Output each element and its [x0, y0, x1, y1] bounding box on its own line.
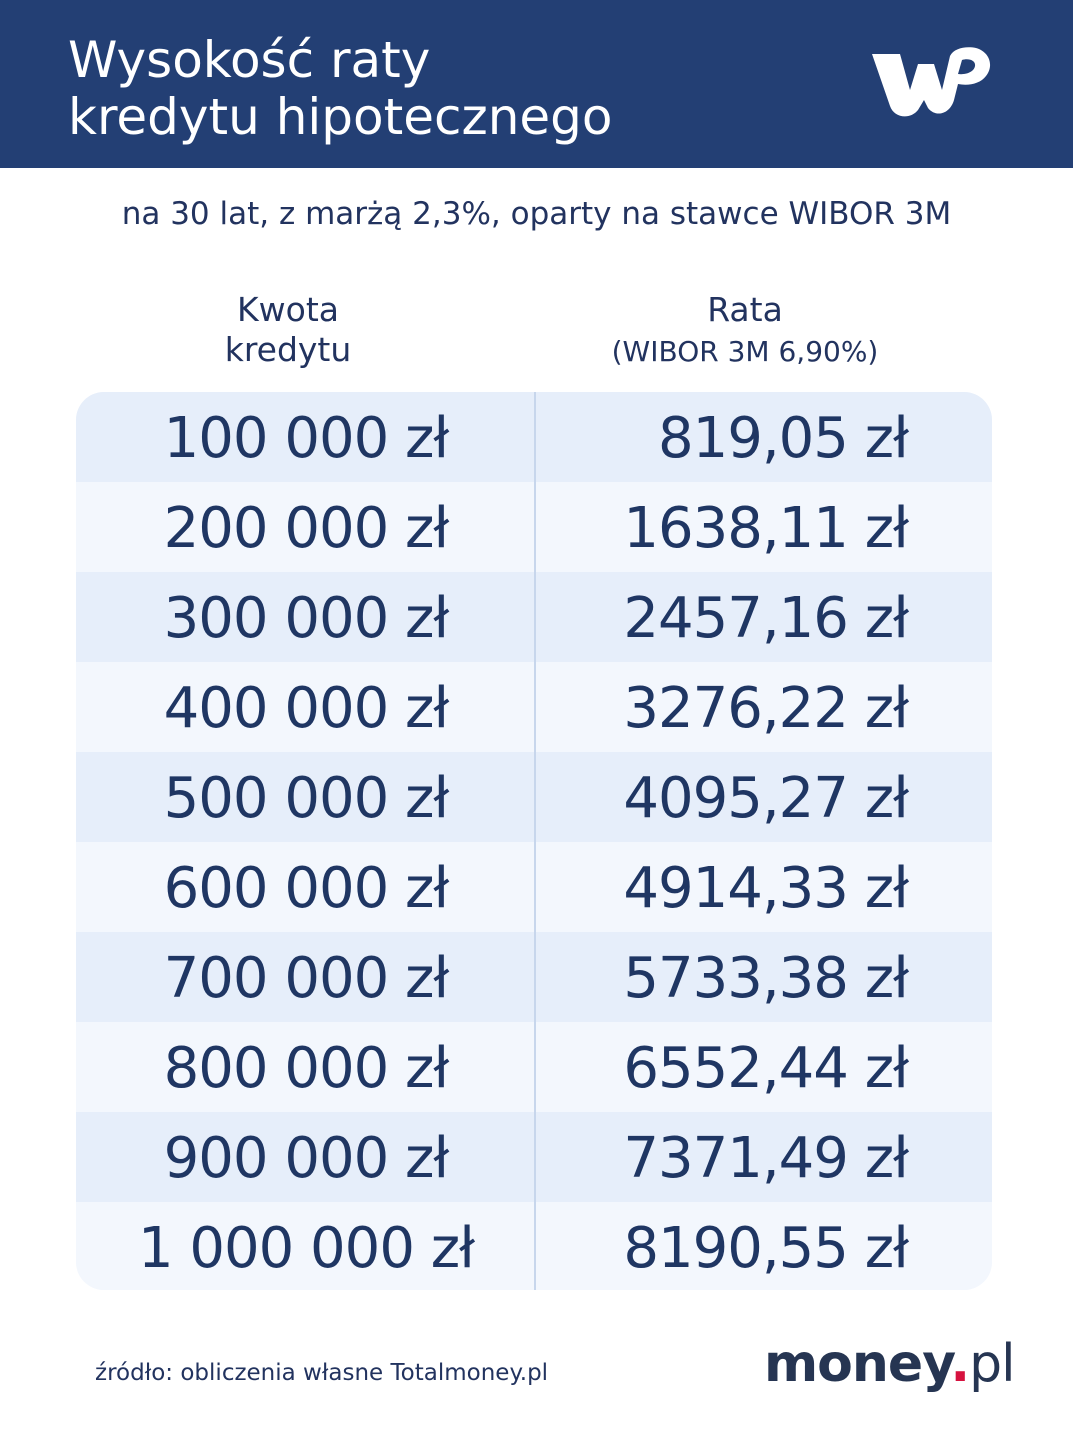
installment-cell: 5733,38 zł — [623, 946, 908, 1011]
page-title — [68, 32, 612, 146]
loan-amount-cell: 100 000 zł — [163, 406, 449, 471]
installment-cell: 4095,27 zł — [623, 766, 908, 831]
loan-amount-cell: 400 000 zł — [163, 676, 449, 741]
installment-cell: 4914,33 zł — [623, 856, 908, 921]
loan-amount-cell: 1 000 000 zł — [137, 1216, 475, 1281]
header-banner — [0, 0, 1073, 168]
column-header-rate — [545, 290, 945, 374]
column-header-amount-line2: kredytu — [224, 330, 352, 369]
loan-amount-cell: 300 000 zł — [163, 586, 449, 651]
installment-cell: 2457,16 zł — [623, 586, 908, 651]
loan-amount-cell: 500 000 zł — [163, 766, 449, 831]
installment-cell: 7371,49 zł — [623, 1126, 908, 1191]
loan-amount-cell: 900 000 zł — [163, 1126, 449, 1191]
column-header-amount-line1: Kwota — [237, 290, 339, 329]
loan-amount-cell: 800 000 zł — [163, 1036, 449, 1101]
subtitle: na 30 lat, z marżą 2,3%, oparty na stawce WIBOR 3M — [121, 196, 952, 232]
brand-tld: pl — [969, 1334, 1015, 1394]
installment-cell: 819,05 zł — [657, 406, 908, 471]
money-pl-logo — [764, 1334, 1015, 1394]
brand-name: money — [764, 1334, 951, 1394]
installment-cell: 6552,44 zł — [623, 1036, 908, 1101]
title-line-2: kredytu hipotecznego — [68, 88, 613, 146]
column-divider — [534, 392, 536, 1290]
column-header-amount — [168, 290, 408, 370]
title-line-1: Wysokość raty — [68, 31, 431, 89]
installment-cell: 3276,22 zł — [623, 676, 908, 741]
installment-cell: 8190,55 zł — [623, 1216, 908, 1281]
column-header-rate-line1: Rata — [707, 290, 783, 329]
loan-amount-cell: 200 000 zł — [163, 496, 449, 561]
rate-table — [76, 392, 992, 1290]
wp-logo — [866, 44, 992, 122]
brand-dot: . — [950, 1334, 970, 1394]
installment-cell: 1638,11 zł — [623, 496, 908, 561]
source-note: źródło: obliczenia własne Totalmoney.pl — [95, 1360, 549, 1386]
loan-amount-cell: 700 000 zł — [163, 946, 449, 1011]
loan-amount-cell: 600 000 zł — [163, 856, 449, 921]
column-header-rate-line2: (WIBOR 3M 6,90%) — [611, 335, 879, 368]
